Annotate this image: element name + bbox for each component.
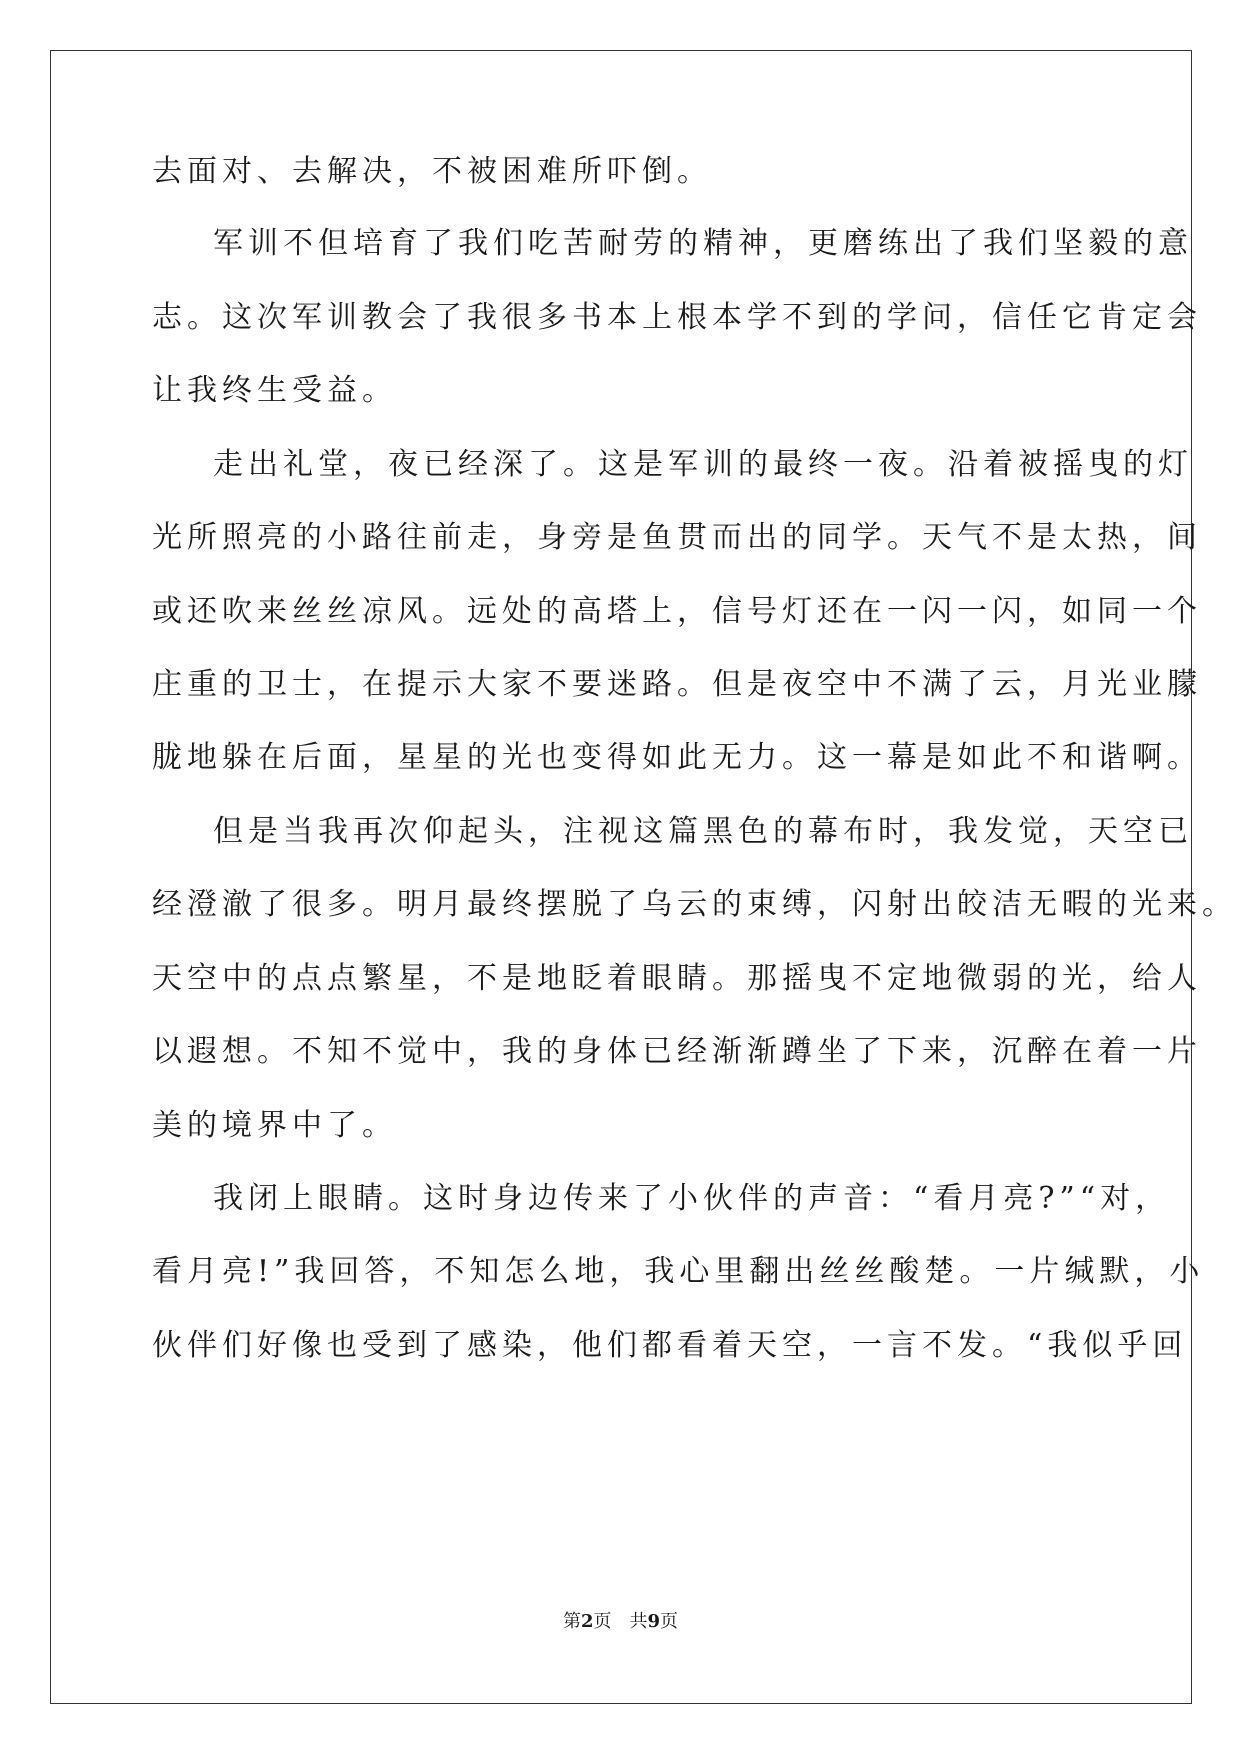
text-line: 以遐想。不知不觉中，我的身体已经渐渐蹲坐了下来，沉醉在着一片 <box>152 1034 1202 1069</box>
text-line: 志。这次军训教会了我很多书本上根本学不到的学问，信任它肯定会 <box>152 300 1202 335</box>
text-line: 庄重的卫士，在提示大家不要迷路。但是夜空中不满了云，月光业朦 <box>152 667 1202 702</box>
text-line: 或还吹来丝丝凉风。远处的高塔上，信号灯还在一闪一闪，如同一个 <box>152 594 1202 629</box>
text-line: 去面对、去解决，不被困难所吓倒。 <box>152 154 712 189</box>
text-line: 天空中的点点繁星，不是地眨着眼睛。那摇曳不定地微弱的光，给人 <box>152 961 1202 996</box>
text-line: 经澄澈了很多。明月最终摆脱了乌云的束缚，闪射出皎洁无暇的光来。 <box>152 887 1237 922</box>
page-footer <box>0 1610 1241 1634</box>
text-line: 光所照亮的小路往前走，身旁是鱼贯而出的同学。天气不是太热，间 <box>152 520 1202 555</box>
text-line: 走出礼堂，夜已经深了。这是军训的最终一夜。沿着被摇曳的灯 <box>213 447 1193 482</box>
text-line: 军训不但培育了我们吃苦耐劳的精神，更磨练出了我们坚毅的意 <box>213 226 1193 261</box>
page-number: 第2页 <box>562 1611 612 1632</box>
text-line: 胧地躲在后面，星星的光也变得如此无力。这一幕是如此不和谐啊。 <box>152 740 1202 775</box>
text-line: 我闭上眼睛。这时身边传来了小伙伴的声音：“看月亮?”“对， <box>213 1181 1171 1216</box>
text-line: 看月亮!”我回答，不知怎么地，我心里翻出丝丝酸楚。一片缄默，小 <box>152 1254 1205 1289</box>
text-line: 让我终生受益。 <box>152 373 397 408</box>
page-total: 共9页 <box>629 1611 679 1632</box>
text-line: 美的境界中了。 <box>152 1108 397 1143</box>
text-line: 伙伴们好像也受到了感染，他们都看着天空，一言不发。“我似乎回 <box>152 1328 1188 1363</box>
text-line: 但是当我再次仰起头，注视这篇黑色的幕布时，我发觉，天空已 <box>213 814 1193 849</box>
